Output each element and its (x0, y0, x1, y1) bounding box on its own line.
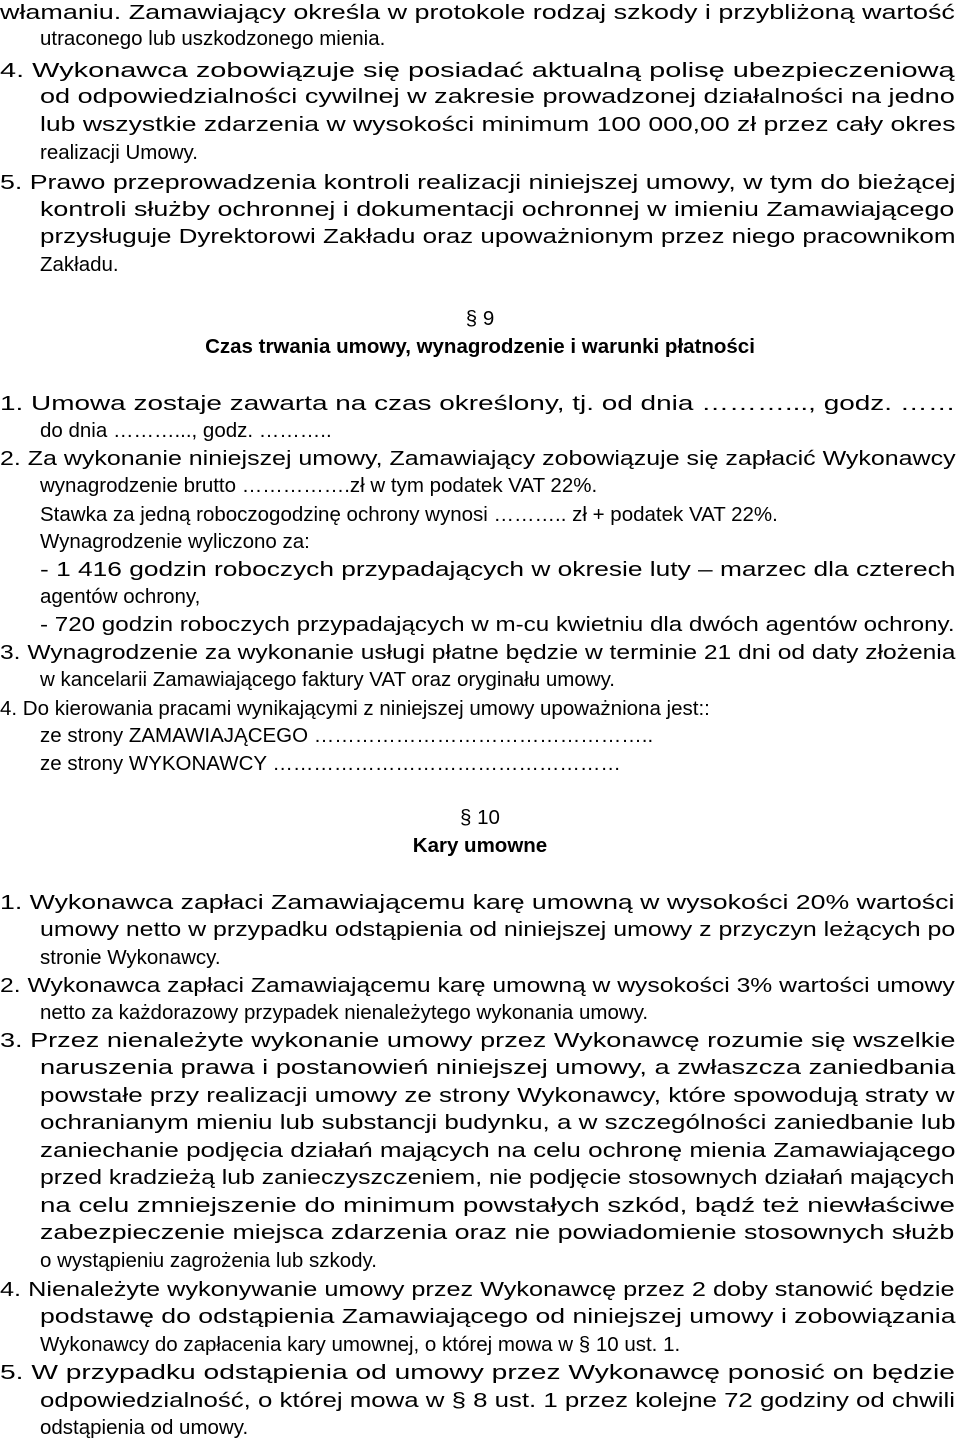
text-line: 3. Wynagrodzenie za wykonanie usługi płatne będzie w terminie 21 dni od daty złożenia (0, 641, 956, 664)
text-line: 2. Za wykonanie niniejszej umowy, Zamawiający zobowiązuje się zapłacić Wykonawcy (0, 447, 956, 470)
text-line: 4. Wykonawca zobowiązuje się posiadać aktualną polisę ubezpieczeniową (0, 59, 955, 82)
section-title: Kary umowne (412, 834, 548, 857)
text-line: odpowiedzialność, o której mowa w § 8 ust. 1 przez kolejne 72 godziny od chwili (40, 1389, 956, 1412)
text-line: Wynagrodzenie wyliczono za: (40, 530, 310, 553)
text-line: 4. Do kierowania pracami wynikającymi z niniejszej umowy upoważniona jest:: (0, 697, 710, 720)
text-line: przed kradzieżą lub zanieczyszczeniem, nie podjęcie stosownych działań mających (40, 1166, 955, 1189)
text-line: realizacji Umowy. (40, 141, 198, 164)
text-line: 3. Przez nienależyte wykonanie umowy przez Wykonawcę rozumie się wszelkie (0, 1029, 956, 1052)
text-line: utraconego lub uszkodzonego mienia. (40, 27, 386, 50)
text-line: Stawka za jedną roboczogodzinę ochrony wynosi ……….. zł + podatek VAT 22%. (40, 503, 778, 526)
text-line: naruszenia prawa i postanowień niniejszej umowy, a zwłaszcza zaniedbania (40, 1056, 956, 1079)
text-line: Zakładu. (40, 253, 119, 276)
text-line: na celu zmniejszenie do minimum powstałych szkód, bądź też niewłaściwe (40, 1194, 955, 1217)
text-line: przysługuje Dyrektorowi Zakładu oraz upoważnionym przez niego pracownikom (40, 225, 956, 248)
text-line: powstałe przy realizacji umowy ze strony Wykonawcy, które spowodują straty w (40, 1084, 955, 1107)
text-line: ze strony WYKONAWCY …………………………………………… (40, 752, 621, 775)
text-line: 2. Wykonawca zapłaci Zamawiającemu karę umowną w wysokości 3% wartości umowy (0, 974, 955, 997)
text-line: stronie Wykonawcy. (40, 946, 221, 969)
section-title: Czas trwania umowy, wynagrodzenie i warunki płatności (205, 335, 755, 358)
text-line: agentów ochrony, (40, 585, 201, 608)
text-line: - 720 godzin roboczych przypadających w m-cu kwietniu dla dwóch agentów ochrony. (40, 613, 955, 636)
text-line: w kancelarii Zamawiającego faktury VAT oraz oryginału umowy. (40, 668, 615, 691)
text-line: ochranianym mieniu lub substancji budynku, a w szczególności zaniedbanie lub (40, 1111, 956, 1134)
text-line: wynagrodzenie brutto …………….zł w tym podatek VAT 22%. (40, 474, 598, 497)
text-line: zabezpieczenie miejsca zdarzenia oraz nie powiadomienie stosownych służb (40, 1221, 955, 1244)
text-line: podstawę do odstąpienia Zamawiającego od niniejszej umowy i zobowiązania (40, 1305, 956, 1328)
text-line: lub wszystkie zdarzenia w wysokości minimum 100 000,00 zł przez cały okres (40, 113, 956, 136)
text-line: 1. Wykonawca zapłaci Zamawiającemu karę umowną w wysokości 20% wartości (0, 891, 955, 914)
text-line: - 1 416 godzin roboczych przypadających w okresie luty – marzec dla czterech (40, 558, 956, 581)
text-line: ze strony ZAMAWIAJĄCEGO ………………………………………….. (40, 724, 654, 747)
text-line: Wykonawcy do zapłacenia kary umownej, o której mowa w § 10 ust. 1. (40, 1333, 681, 1356)
text-line: 5. Prawo przeprowadzenia kontroli realizacji niniejszej umowy, w tym do bieżącej (0, 171, 956, 194)
text-line: 1. Umowa zostaje zawarta na czas określony, tj. od dnia ………..., godz. …… (0, 392, 956, 415)
text-line: netto za każdorazowy przypadek nienależytego wykonania umowy. (40, 1001, 649, 1024)
text-line: odstąpienia od umowy. (40, 1416, 249, 1439)
text-line: włamaniu. Zamawiający określa w protokole rodzaj szkody i przybliżoną wartość (0, 1, 955, 24)
text-line: do dnia ………..., godz. ……….. (40, 419, 332, 442)
text-line: kontroli służby ochronnej i dokumentacji ochronnej w imieniu Zamawiającego (40, 198, 955, 221)
text-line: 4. Nienależyte wykonywanie umowy przez Wykonawcę przez 2 doby stanowić będzie (0, 1278, 955, 1301)
text-line: o wystąpieniu zagrożenia lub szkody. (40, 1249, 377, 1272)
text-line: zaniechanie podjęcia działań mających na celu ochronę mienia Zamawiającego (40, 1139, 956, 1162)
text-line: 5. W przypadku odstąpienia od umowy przez Wykonawcę ponosić on będzie (0, 1361, 955, 1384)
text-line: od odpowiedzialności cywilnej w zakresie prowadzonej działalności na jedno (40, 85, 955, 108)
section-number: § 9 (465, 307, 495, 330)
text-line: umowy netto w przypadku odstąpienia od niniejszej umowy z przyczyn leżących po (40, 918, 956, 941)
section-number: § 10 (460, 806, 500, 829)
